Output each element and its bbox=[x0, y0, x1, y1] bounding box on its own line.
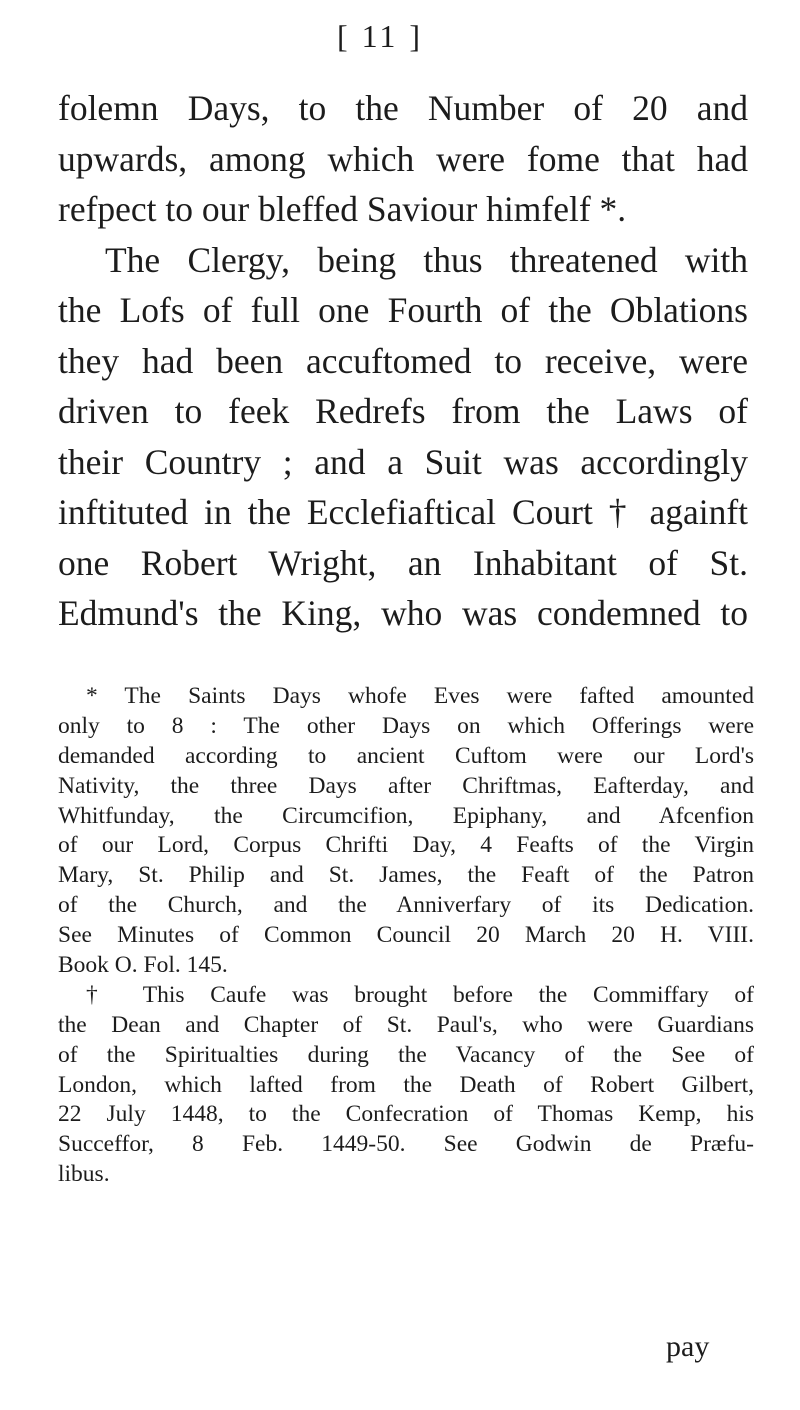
body-line: upwards, among which were fome that had bbox=[58, 138, 748, 179]
body-line: their Country ; and a Suit was accordingly bbox=[58, 441, 748, 482]
footnote-line: only to 8 : The other Days on which Offerings were bbox=[58, 712, 754, 739]
body-line: one Robert Wright, an Inhabitant of St. bbox=[58, 542, 748, 583]
footnote-line: Nativity, the three Days after Chriftmas, Eafterday, and bbox=[58, 772, 754, 799]
footnote-line: Succeffor, 8 Feb. 1449-50. See Godwin de Præfu- bbox=[58, 1131, 754, 1158]
footnote-line: demanded according to ancient Cuftom were our Lord's bbox=[58, 742, 754, 769]
page-number: [ 11 ] bbox=[336, 18, 424, 54]
footnote-line: * The Saints Days whofe Eves were fafted amounted bbox=[86, 683, 754, 709]
body-line: they had been accuftomed to receive, were bbox=[58, 340, 748, 381]
catchword: pay bbox=[666, 1330, 710, 1363]
footnotes bbox=[58, 682, 754, 1190]
body-line: refpect to our bleffed Saviour himfelf *. bbox=[58, 189, 627, 229]
footnote-line: † This Caufe was brought before the Commiffary of bbox=[86, 981, 754, 1008]
footnote-line: London, which lafted from the Death of Robert Gilbert, bbox=[58, 1071, 754, 1098]
body-line: Edmund's the King, who was condemned to bbox=[58, 593, 748, 633]
footnote-line: of the Church, and the Anniverfary of its Dedication. bbox=[58, 892, 754, 919]
footnote-line: of our Lord, Corpus Chrifti Day, 4 Feafts of the Virgin bbox=[58, 832, 754, 859]
footnote-line: Book O. Fol. 145. bbox=[58, 952, 228, 979]
footnote-line: 22 July 1448, to the Confecration of Thomas Kemp, his bbox=[58, 1101, 754, 1128]
body-line: the Lofs of full one Fourth of the Oblations bbox=[58, 290, 748, 330]
body-line: driven to feek Redrefs from the Laws of bbox=[58, 391, 748, 431]
body-line: inftituted in the Ecclefiaftical Court † againft bbox=[58, 492, 748, 532]
body-line: folemn Days, to the Number of 20 and bbox=[58, 88, 748, 128]
footnote-line: of the Spiritualties during the Vacancy of the See of bbox=[58, 1041, 754, 1068]
footnote-line: libus. bbox=[58, 1161, 110, 1188]
footnote-line: See Minutes of Common Council 20 March 20 H. VIII. bbox=[58, 922, 754, 949]
footnote-line: Whitfunday, the Circumcifion, Epiphany, and Afcenfion bbox=[58, 802, 754, 829]
body-text bbox=[58, 83, 748, 639]
body-line: The Clergy, being thus threatened with bbox=[105, 239, 748, 280]
footnote-line: Mary, St. Philip and St. James, the Feaft of the Patron bbox=[58, 862, 754, 889]
footnote-line: the Dean and Chapter of St. Paul's, who were Guardians bbox=[58, 1011, 754, 1038]
